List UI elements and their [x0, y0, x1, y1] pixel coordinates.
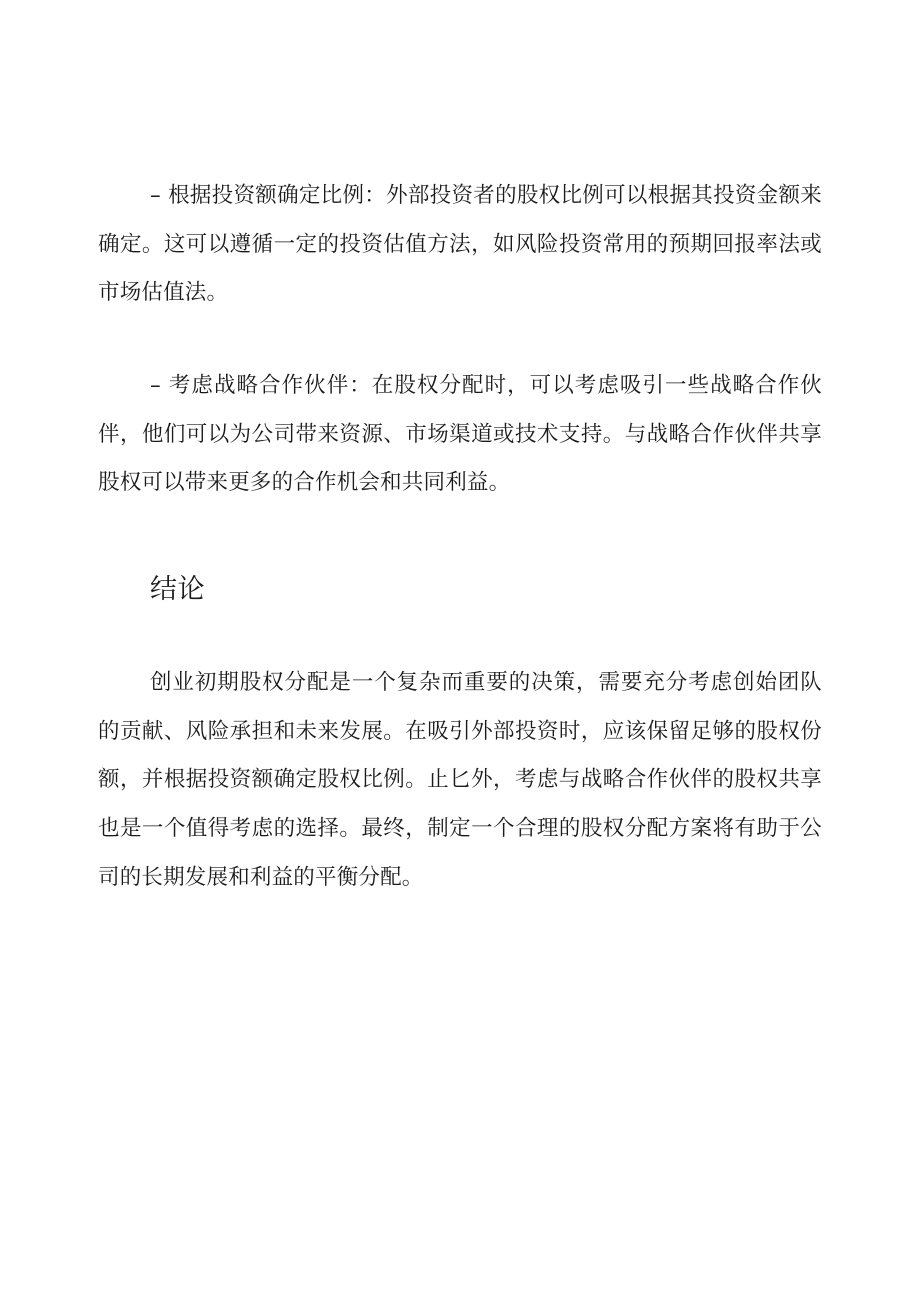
section-heading-conclusion: 结论 — [150, 574, 205, 605]
paragraph-strategic-partners: – 考虑战略合作伙伴：在股权分配时，可以考虑吸引一些战略合作伙伴，他们可以为公司带来资源、市场渠道或技术支持。与战略合作伙伴共享股权可以带来更多的合作机会和共同利益。 — [98, 373, 822, 496]
paragraph-investment-ratio: – 根据投资额确定比例：外部投资者的股权比例可以根据其投资金额来确定。这可以遵循一定的投资估值方法，如风险投资常用的预期回报率法或市场估值法。 — [98, 183, 822, 306]
paragraph-conclusion: 创业初期股权分配是一个复杂而重要的决策，需要充分考虑创始团队的贡献、风险承担和未来发展。在吸引外部投资时，应该保留足够的股权份额，并根据投资额确定股权比例。止匕外，考虑与战略合作伙伴的股权共享也是一个值得考虑的选择。最终，制定一个合理的股权分配方案将有助于公司的长期发展和利益的平衡分配。 — [98, 670, 822, 890]
